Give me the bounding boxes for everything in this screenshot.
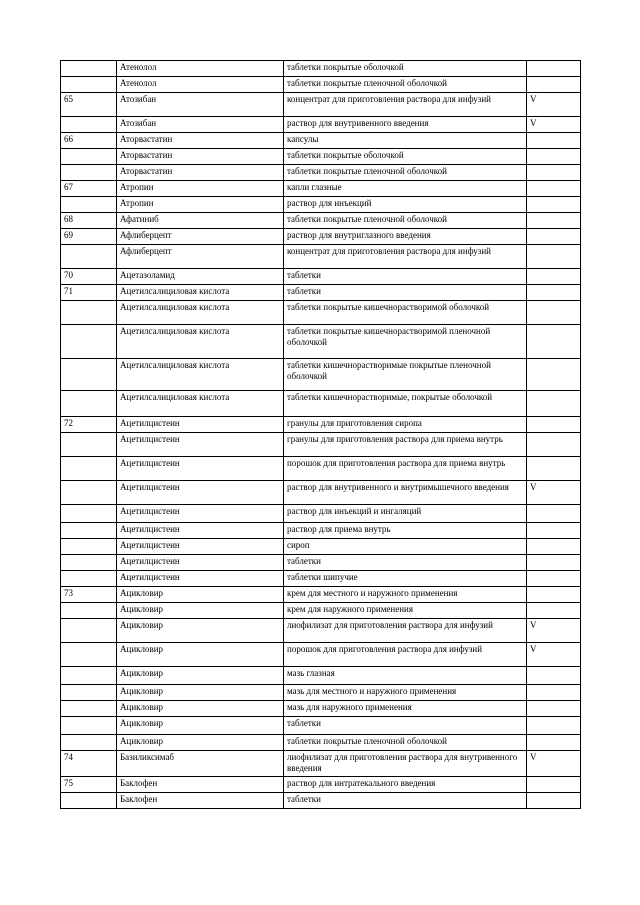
dosage-form-cell: раствор для инъекций и ингаляций <box>284 505 527 523</box>
row-number-cell <box>61 165 117 181</box>
table-row <box>61 133 581 149</box>
vital-flag-cell: V <box>527 643 581 667</box>
row-number-cell: 72 <box>61 417 117 433</box>
vital-flag-cell <box>527 539 581 555</box>
drug-name-cell: Ацетилцистеин <box>117 555 284 571</box>
table-row <box>61 213 581 229</box>
row-number-cell <box>61 685 117 701</box>
drug-name-cell: Баклофен <box>117 777 284 793</box>
row-number-cell <box>61 539 117 555</box>
vital-flag-cell: V <box>527 93 581 117</box>
row-number-cell: 75 <box>61 777 117 793</box>
row-number-cell <box>61 643 117 667</box>
vital-flag-cell <box>527 433 581 457</box>
drug-name-cell: Ацетилцистеин <box>117 505 284 523</box>
dosage-form-cell: концентрат для приготовления раствора для инфузий <box>284 93 527 117</box>
dosage-form-cell: крем для наружного применения <box>284 603 527 619</box>
drug-name-cell: Атозибан <box>117 117 284 133</box>
vital-flag-cell <box>527 77 581 93</box>
vital-flag-cell <box>527 701 581 717</box>
dosage-form-cell: таблетки покрытые пленочной оболочкой <box>284 735 527 751</box>
table-row <box>61 701 581 717</box>
dosage-form-cell: концентрат для приготовления раствора для инфузий <box>284 245 527 269</box>
table-row <box>61 269 581 285</box>
dosage-form-cell: раствор для приема внутрь <box>284 523 527 539</box>
drug-name-cell: Ацетилсалициловая кислота <box>117 391 284 417</box>
row-number-cell: 66 <box>61 133 117 149</box>
table-row <box>61 61 581 77</box>
table-row <box>61 505 581 523</box>
drug-name-cell: Афатиниб <box>117 213 284 229</box>
drug-name-cell: Базиликсимаб <box>117 751 284 777</box>
table-row <box>61 93 581 117</box>
table-row <box>61 229 581 245</box>
table-row <box>61 181 581 197</box>
vital-flag-cell <box>527 301 581 325</box>
vital-flag-cell <box>527 603 581 619</box>
table-row <box>61 539 581 555</box>
dosage-form-cell: мазь для наружного применения <box>284 701 527 717</box>
vital-flag-cell: V <box>527 619 581 643</box>
drug-name-cell: Ацетилцистеин <box>117 457 284 481</box>
drug-name-cell: Ацетилсалициловая кислота <box>117 325 284 359</box>
row-number-cell: 74 <box>61 751 117 777</box>
row-number-cell <box>61 481 117 505</box>
row-number-cell: 67 <box>61 181 117 197</box>
row-number-cell <box>61 245 117 269</box>
row-number-cell <box>61 735 117 751</box>
vital-flag-cell <box>527 685 581 701</box>
dosage-form-cell: мазь глазная <box>284 667 527 685</box>
drug-name-cell: Ацетазоламид <box>117 269 284 285</box>
drug-name-cell: Атропин <box>117 197 284 213</box>
vital-flag-cell <box>527 197 581 213</box>
drug-name-cell: Ацетилсалициловая кислота <box>117 285 284 301</box>
drug-name-cell: Ацетилсалициловая кислота <box>117 359 284 391</box>
vital-flag-cell <box>527 325 581 359</box>
row-number-cell <box>61 619 117 643</box>
table-row <box>61 433 581 457</box>
vital-flag-cell <box>527 61 581 77</box>
table-row <box>61 751 581 777</box>
dosage-form-cell: таблетки покрытые оболочкой <box>284 149 527 165</box>
vital-flag-cell <box>527 523 581 539</box>
drug-name-cell: Аторвастатин <box>117 149 284 165</box>
drug-name-cell: Афлиберцепт <box>117 245 284 269</box>
row-number-cell: 73 <box>61 587 117 603</box>
dosage-form-cell: раствор для внутривенного и внутримышечного введения <box>284 481 527 505</box>
row-number-cell <box>61 391 117 417</box>
row-number-cell <box>61 359 117 391</box>
dosage-form-cell: таблетки шипучие <box>284 571 527 587</box>
drug-name-cell: Ацетилцистеин <box>117 523 284 539</box>
table-row <box>61 359 581 391</box>
dosage-form-cell: раствор для инъекций <box>284 197 527 213</box>
drug-list-table <box>60 60 581 809</box>
dosage-form-cell: таблетки кишечнорастворимые, покрытые оболочкой <box>284 391 527 417</box>
table-row <box>61 117 581 133</box>
dosage-form-cell: таблетки покрытые пленочной оболочкой <box>284 213 527 229</box>
vital-flag-cell <box>527 165 581 181</box>
vital-flag-cell <box>527 667 581 685</box>
dosage-form-cell: гранулы для приготовления сиропа <box>284 417 527 433</box>
vital-flag-cell <box>527 793 581 809</box>
dosage-form-cell: лиофилизат для приготовления раствора для инфузий <box>284 619 527 643</box>
drug-name-cell: Ацикловир <box>117 717 284 735</box>
dosage-form-cell: порошок для приготовления раствора для приема внутрь <box>284 457 527 481</box>
dosage-form-cell: таблетки <box>284 555 527 571</box>
table-row <box>61 417 581 433</box>
drug-name-cell: Атозибан <box>117 93 284 117</box>
vital-flag-cell <box>527 735 581 751</box>
dosage-form-cell: раствор для внутриглазного введения <box>284 229 527 245</box>
dosage-form-cell: раствор для интратекального введения <box>284 777 527 793</box>
table-row <box>61 149 581 165</box>
dosage-form-cell: порошок для приготовления раствора для инфузий <box>284 643 527 667</box>
drug-name-cell: Ацетилцистеин <box>117 571 284 587</box>
drug-name-cell: Ацикловир <box>117 735 284 751</box>
row-number-cell <box>61 325 117 359</box>
drug-name-cell: Аторвастатин <box>117 165 284 181</box>
row-number-cell <box>61 301 117 325</box>
drug-name-cell: Баклофен <box>117 793 284 809</box>
row-number-cell <box>61 555 117 571</box>
dosage-form-cell: таблетки кишечнорастворимые покрытые пленочной оболочкой <box>284 359 527 391</box>
table-row <box>61 587 581 603</box>
dosage-form-cell: лиофилизат для приготовления раствора для внутривенного введения <box>284 751 527 777</box>
dosage-form-cell: крем для местного и наружного применения <box>284 587 527 603</box>
drug-name-cell: Ацикловир <box>117 643 284 667</box>
drug-name-cell: Атенолол <box>117 61 284 77</box>
row-number-cell: 71 <box>61 285 117 301</box>
vital-flag-cell <box>527 359 581 391</box>
table-row <box>61 555 581 571</box>
drug-name-cell: Атропин <box>117 181 284 197</box>
table-row <box>61 643 581 667</box>
dosage-form-cell: сироп <box>284 539 527 555</box>
vital-flag-cell <box>527 213 581 229</box>
table-row <box>61 735 581 751</box>
drug-name-cell: Ацетилсалициловая кислота <box>117 301 284 325</box>
drug-name-cell: Ацетилцистеин <box>117 417 284 433</box>
drug-name-cell: Ацикловир <box>117 701 284 717</box>
table-row <box>61 717 581 735</box>
row-number-cell <box>61 667 117 685</box>
table-row <box>61 325 581 359</box>
table-row <box>61 481 581 505</box>
dosage-form-cell: таблетки покрытые пленочной оболочкой <box>284 165 527 181</box>
row-number-cell <box>61 77 117 93</box>
table-row <box>61 285 581 301</box>
row-number-cell <box>61 433 117 457</box>
drug-name-cell: Ацетилцистеин <box>117 433 284 457</box>
dosage-form-cell: гранулы для приготовления раствора для приема внутрь <box>284 433 527 457</box>
row-number-cell <box>61 523 117 539</box>
table-row <box>61 685 581 701</box>
vital-flag-cell <box>527 245 581 269</box>
row-number-cell <box>61 457 117 481</box>
table-row <box>61 667 581 685</box>
row-number-cell <box>61 117 117 133</box>
drug-name-cell: Ацикловир <box>117 619 284 643</box>
table-row <box>61 391 581 417</box>
dosage-form-cell: таблетки <box>284 717 527 735</box>
dosage-form-cell: таблетки <box>284 269 527 285</box>
row-number-cell <box>61 149 117 165</box>
table-row <box>61 571 581 587</box>
vital-flag-cell <box>527 133 581 149</box>
table-row <box>61 457 581 481</box>
row-number-cell: 68 <box>61 213 117 229</box>
row-number-cell <box>61 571 117 587</box>
dosage-form-cell: таблетки покрытые кишечнорастворимой пленочной оболочкой <box>284 325 527 359</box>
vital-flag-cell <box>527 417 581 433</box>
row-number-cell: 70 <box>61 269 117 285</box>
row-number-cell <box>61 717 117 735</box>
dosage-form-cell: капсулы <box>284 133 527 149</box>
table-row <box>61 245 581 269</box>
table-row <box>61 301 581 325</box>
row-number-cell <box>61 603 117 619</box>
row-number-cell <box>61 505 117 523</box>
dosage-form-cell: мазь для местного и наружного применения <box>284 685 527 701</box>
vital-flag-cell <box>527 269 581 285</box>
vital-flag-cell <box>527 777 581 793</box>
vital-flag-cell <box>527 181 581 197</box>
vital-flag-cell: V <box>527 117 581 133</box>
drug-name-cell: Ацетилцистеин <box>117 481 284 505</box>
table-row <box>61 777 581 793</box>
table-row <box>61 197 581 213</box>
row-number-cell <box>61 61 117 77</box>
vital-flag-cell <box>527 571 581 587</box>
vital-flag-cell <box>527 391 581 417</box>
dosage-form-cell: таблетки покрытые пленочной оболочкой <box>284 77 527 93</box>
dosage-form-cell: капли глазные <box>284 181 527 197</box>
dosage-form-cell: таблетки покрытые кишечнорастворимой оболочкой <box>284 301 527 325</box>
drug-name-cell: Ацикловир <box>117 667 284 685</box>
vital-flag-cell: V <box>527 751 581 777</box>
table-row <box>61 165 581 181</box>
dosage-form-cell: таблетки <box>284 285 527 301</box>
dosage-form-cell: таблетки <box>284 793 527 809</box>
row-number-cell <box>61 793 117 809</box>
dosage-form-cell: таблетки покрытые оболочкой <box>284 61 527 77</box>
table-body <box>61 61 581 809</box>
vital-flag-cell <box>527 587 581 603</box>
row-number-cell <box>61 701 117 717</box>
table-row <box>61 793 581 809</box>
table-row <box>61 77 581 93</box>
vital-flag-cell <box>527 717 581 735</box>
drug-name-cell: Ацикловир <box>117 587 284 603</box>
drug-name-cell: Ацетилцистеин <box>117 539 284 555</box>
vital-flag-cell <box>527 149 581 165</box>
dosage-form-cell: раствор для внутривенного введения <box>284 117 527 133</box>
table-row <box>61 523 581 539</box>
row-number-cell <box>61 197 117 213</box>
drug-name-cell: Аторвастатин <box>117 133 284 149</box>
drug-name-cell: Атенолол <box>117 77 284 93</box>
drug-name-cell: Афлиберцепт <box>117 229 284 245</box>
vital-flag-cell <box>527 457 581 481</box>
drug-name-cell: Ацикловир <box>117 685 284 701</box>
table-row <box>61 603 581 619</box>
table-row <box>61 619 581 643</box>
vital-flag-cell <box>527 505 581 523</box>
vital-flag-cell <box>527 555 581 571</box>
row-number-cell: 69 <box>61 229 117 245</box>
row-number-cell: 65 <box>61 93 117 117</box>
vital-flag-cell <box>527 285 581 301</box>
vital-flag-cell: V <box>527 481 581 505</box>
vital-flag-cell <box>527 229 581 245</box>
drug-name-cell: Ацикловир <box>117 603 284 619</box>
